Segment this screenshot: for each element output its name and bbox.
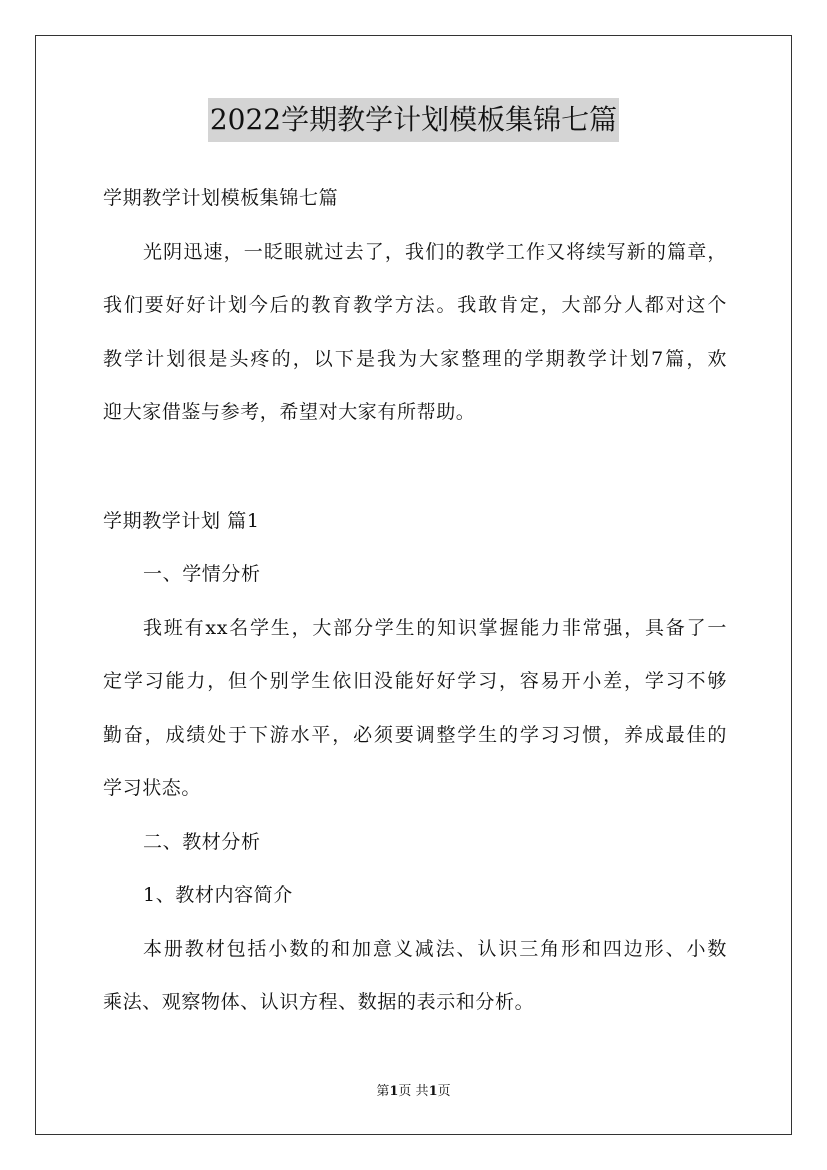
page-total: 1 (428, 1084, 438, 1099)
paragraph-line: 乘法、观察物体、认识方程、数据的表示和分析。 (103, 991, 535, 1013)
document-subtitle: 学期教学计划模板集锦七篇 (103, 187, 339, 209)
paragraph-line: 学习状态。 (103, 777, 202, 799)
paragraph-line: 定学习能力，但个别学生依旧没能好好学习，容易开小差，学习不够 (103, 670, 727, 692)
paragraph-line: 本册教材包括小数的和加意义减法、认识三角形和四边形、小数 (143, 937, 727, 960)
page-mid: 页 共 (398, 1084, 429, 1099)
paragraph-line: 勤奋，成绩处于下游水平，必须要调整学生的学习习惯，养成最佳的 (103, 723, 727, 746)
intro-line: 迎大家借鉴与参考，希望对大家有所帮助。 (103, 401, 476, 423)
intro-line: 我们要好好计划今后的教育教学方法。我敢肯定，大部分人都对这个 (103, 294, 727, 316)
heading-learning-analysis: 一、学情分析 (143, 563, 261, 585)
page-current: 1 (389, 1084, 399, 1099)
heading-textbook-intro: 1、教材内容简介 (143, 884, 293, 906)
document-title: 2022学期教学计划模板集锦七篇 (208, 98, 619, 142)
page-prefix: 第 (376, 1084, 390, 1099)
page-suffix: 页 (437, 1084, 451, 1099)
spacer (103, 440, 727, 495)
page-footer (0, 1082, 827, 1102)
heading-textbook-analysis: 二、教材分析 (143, 830, 261, 853)
title-container (0, 98, 827, 142)
section-heading: 学期教学计划 篇1 (103, 509, 260, 532)
intro-line: 教学计划很是头疼的，以下是我为大家整理的学期教学计划7篇，欢 (103, 347, 727, 370)
document-body (103, 172, 727, 1030)
intro-line: 光阴迅速，一眨眼就过去了，我们的教学工作又将续写新的篇章， (143, 240, 727, 263)
paragraph-line: 我班有xx名学生，大部分学生的知识掌握能力非常强，具备了一 (143, 616, 727, 639)
